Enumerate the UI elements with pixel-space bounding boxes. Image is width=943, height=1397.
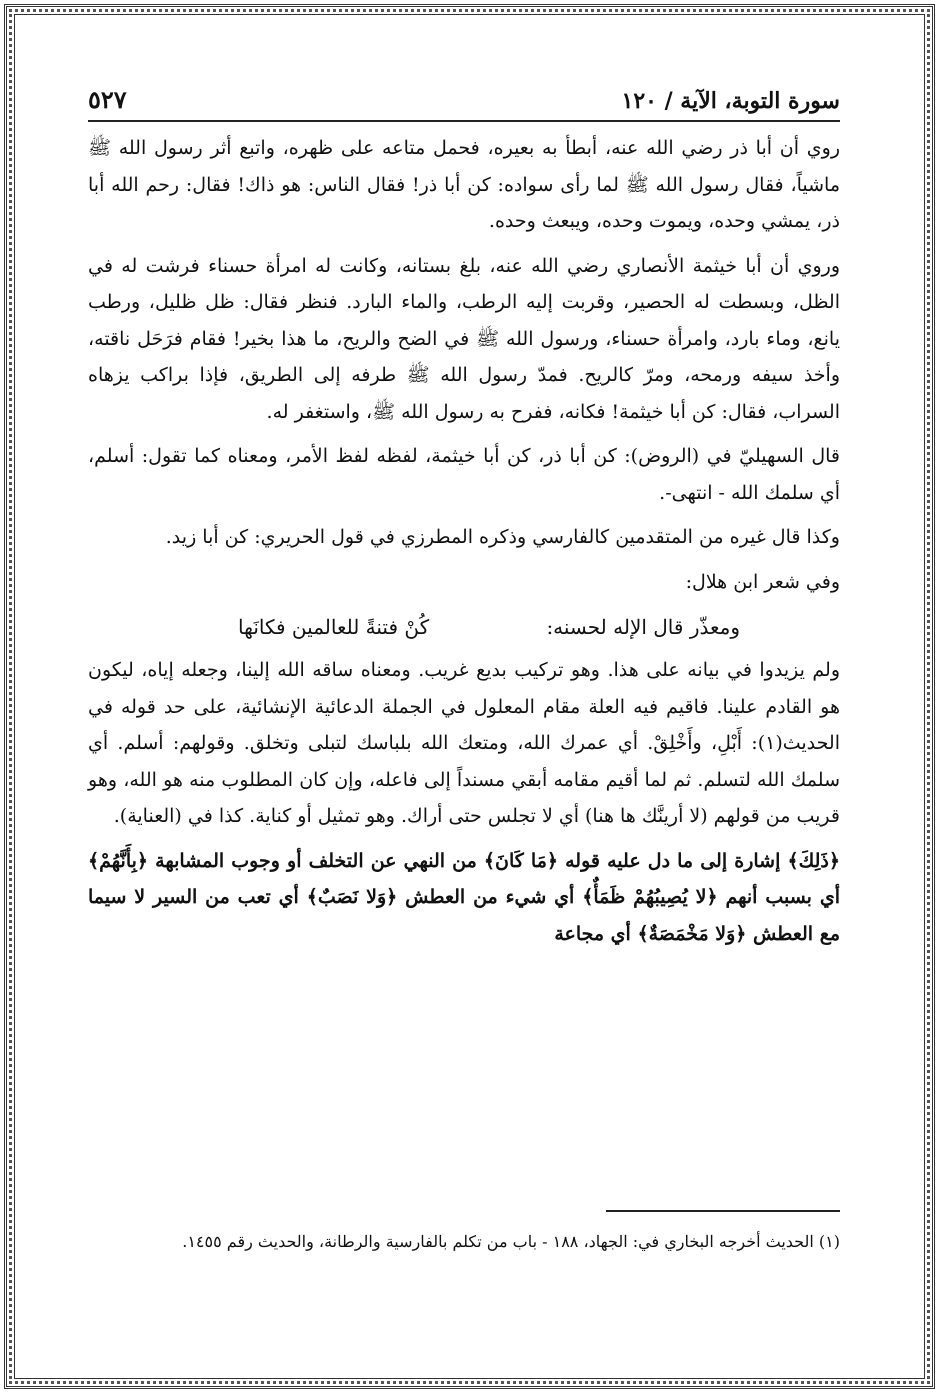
paragraph-farisi: وكذا قال غيره من المتقدمين كالفارسي وذكره المطرزي في قول الحريري: كن أبا زيد. <box>165 526 840 548</box>
paragraph-suhayli: قال السهيليّ في (الروض): كن أبا ذر، كن أبا خيثمة، لفظه لفظ الأمر، ومعناه كما تقول: أسلم، أي سلمك الله - انتهى-. <box>88 445 840 504</box>
page-number: ٥٢٧ <box>88 85 127 114</box>
running-header <box>88 74 840 122</box>
paragraph-abu-khaythama: وروي أن أبا خيثمة الأنصاري رضي الله عنه، بلغ بستانه، وكانت له امرأة حسناء فرشت له في الظل، وبسطت له الحصير، وقربت إليه الرطب، والماء البارد. فنظر فقال: ظل ظليل، ورطب يانع، وماء بارد، وامرأة حسناء، ورسول الله ﷺ في الضح والريح، ما هذا بخير! فقام فرَحَل ناقته، وأخذ سيفه ورمحه، ومرّ كالريح. فمدّ رسول الله ﷺ طرفه إلى الطريق، فإذا براكب يزهاه السراب، فقال: كن أبا خيثمة! فكانه، ففرح به رسول الله ﷺ، واستغفر له. <box>88 254 840 423</box>
paragraph-quran-commentary: ﴿ذَلِكَ﴾ إشارة إلى ما دل عليه قوله ﴿مَا كَانَ﴾ من النهي عن التخلف أو وجوب المشابهة ﴿بِأَنَّهُمْ﴾ أي بسبب أنهم ﴿لا يُصِيبُهُمْ ظَمَأٌ﴾ أي شيء من العطش ﴿وَلا نَصَبٌ﴾ أي تعب من السير لا سيما مع العطش ﴿وَلا مَخْمَصَةٌ﴾ أي مجاعة <box>88 849 840 945</box>
paragraph-poem-intro: وفي شعر ابن هلال: <box>685 570 840 593</box>
paragraph-abu-dhar: روي أن أبا ذر رضي الله عنه، أبطأ به بعيره، فحمل متاعه على ظهره، واتبع أثر رسول الله ﷺ ماشياً، فقال رسول الله ﷺ لما رأى سواده: كن أبا ذر! فقال الناس: هو ذاك! فقال: رحم الله أبا ذر، يمشي وحده، ويموت وحده، ويبعث وحده. <box>88 137 840 232</box>
paragraph-explanation: ولم يزيدوا في بيانه على هذا. وهو تركيب بديع غريب. ومعناه ساقه الله إلينا، وجعله إياه، ليكون هو القادم علينا. فاقيم فيه العلة مقام المعلول في الجملة الدعائية الإنشائية، على حد قوله في الحديث(١): أَبْلِ، وأَخْلِقْ. أي عمرك الله، ومتعك الله بلباسك لتبلى وتخلق. وقولهم: أسلم. أي سلمك الله لتسلم. ثم لما أقيم مقامه أبقي مسنداً إلى فاعله، وإن كان المطلوب منه هو الله، وهو قريب من قولهم (لا أرينَّك ها هنا) أي لا تجلس حتى أراك. وهو تمثيل أو كناية. كذا في (العناية). <box>88 659 840 827</box>
footnote-separator <box>606 1210 840 1212</box>
verse-first-hemistich: ومعذّر قال الإله لحسنه: <box>546 615 740 639</box>
verse-second-hemistich: كُنْ فتنةً للعالمين فكانَها <box>238 615 430 639</box>
header-title: سورة التوبة، الآية / ١٢٠ <box>621 88 840 114</box>
poem-verse <box>88 608 840 646</box>
page-body <box>88 74 840 952</box>
footnote: (١) الحديث أخرجه البخاري في: الجهاد، ١٨٨ - باب من تكلم بالفارسية والرطانة، والحديث رقم ١٤٥٥. <box>182 1232 840 1251</box>
